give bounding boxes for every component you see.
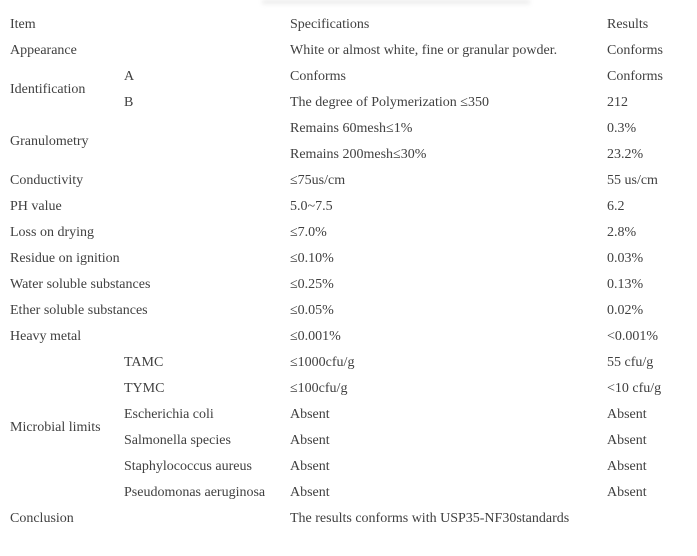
spec-value: Conforms — [290, 69, 346, 84]
spec-value: Absent — [290, 407, 330, 422]
column-header-results: Results — [607, 17, 649, 32]
result-value: 23.2% — [607, 147, 644, 162]
spec-value: Absent — [290, 459, 330, 474]
result-value: 0.03% — [607, 251, 644, 266]
sub-item-label — [124, 116, 290, 142]
sub-item-label: Escherichia coli — [124, 407, 214, 422]
specification-table — [10, 12, 690, 532]
result-value: <0.001% — [607, 329, 659, 344]
sub-item-label: A — [124, 69, 135, 84]
item-label: Residue on ignition — [10, 251, 120, 266]
result-value: 0.02% — [607, 303, 644, 318]
table-row — [10, 38, 690, 64]
item-label: Appearance — [10, 43, 77, 58]
column-header-specifications: Specifications — [290, 17, 370, 32]
result-value: Absent — [607, 485, 647, 500]
spec-value: ≤0.05% — [290, 303, 334, 318]
spec-value: White or almost white, fine or granular powder. — [290, 43, 558, 58]
group-label-microbial-limits: Microbial limits — [10, 420, 101, 435]
sub-item-label: TAMC — [124, 355, 164, 370]
sub-item-label: Staphylococcus aureus — [124, 459, 252, 474]
table-row — [10, 324, 690, 350]
table-row — [10, 272, 690, 298]
table-row — [10, 194, 690, 220]
table-header-row — [10, 12, 690, 38]
spec-value: Remains 200mesh≤30% — [290, 147, 427, 162]
spec-value: The degree of Polymerization ≤350 — [290, 95, 489, 110]
conclusion-text: The results conforms with USP35-NF30standards — [290, 511, 570, 526]
item-label: Conductivity — [10, 173, 84, 188]
spec-value: ≤1000cfu/g — [290, 355, 355, 370]
spec-value: ≤100cfu/g — [290, 381, 348, 396]
sub-item-label: B — [124, 95, 134, 110]
sub-item-label: Salmonella species — [124, 433, 231, 448]
result-value: Conforms — [607, 69, 663, 84]
spec-value: Absent — [290, 485, 330, 500]
table-row — [10, 298, 690, 324]
result-value: Conforms — [607, 43, 663, 58]
spec-value: Absent — [290, 433, 330, 448]
spec-value: ≤75us/cm — [290, 173, 346, 188]
result-value: 0.13% — [607, 277, 644, 292]
table-row — [10, 168, 690, 194]
group-label-identification: Identification — [10, 82, 86, 97]
table-row — [10, 116, 690, 142]
result-value: 212 — [607, 95, 628, 110]
result-value: 55 us/cm — [607, 173, 658, 188]
table-row — [10, 64, 690, 90]
table-row — [10, 220, 690, 246]
spec-value: Remains 60mesh≤1% — [290, 121, 413, 136]
spec-value: ≤0.25% — [290, 277, 334, 292]
sub-item-label: TYMC — [124, 381, 165, 396]
item-label: Water soluble substances — [10, 277, 151, 292]
result-value: Absent — [607, 459, 647, 474]
result-value: 2.8% — [607, 225, 637, 240]
item-label: Ether soluble substances — [10, 303, 148, 318]
spec-value: ≤0.10% — [290, 251, 334, 266]
group-label-granulometry: Granulometry — [10, 134, 89, 149]
result-value: Absent — [607, 407, 647, 422]
clipped-content-fragment — [262, 0, 530, 4]
sub-item-label — [124, 142, 290, 168]
column-header-item: Item — [10, 17, 36, 32]
sub-item-label: Pseudomonas aeruginosa — [124, 485, 266, 500]
result-value: 0.3% — [607, 121, 637, 136]
spec-value: 5.0~7.5 — [290, 199, 333, 214]
item-label: Conclusion — [10, 511, 74, 526]
result-value: Absent — [607, 433, 647, 448]
spec-value: ≤0.001% — [290, 329, 341, 344]
table-row — [10, 350, 690, 376]
item-label: PH value — [10, 199, 62, 214]
item-label: Loss on drying — [10, 225, 94, 240]
result-value: <10 cfu/g — [607, 381, 662, 396]
result-value: 55 cfu/g — [607, 355, 654, 370]
item-label: Heavy metal — [10, 329, 82, 344]
conclusion-row — [10, 506, 690, 532]
table-row — [10, 246, 690, 272]
spec-value: ≤7.0% — [290, 225, 327, 240]
result-value: 6.2 — [607, 199, 625, 214]
